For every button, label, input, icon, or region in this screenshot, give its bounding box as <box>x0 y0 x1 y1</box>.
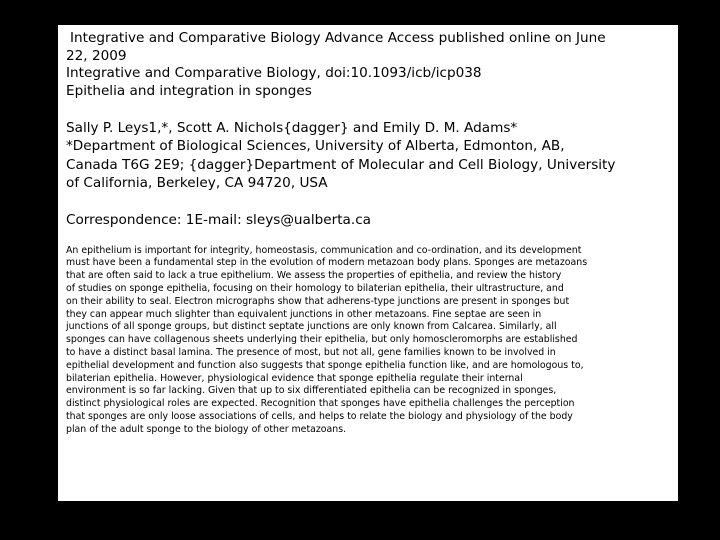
abstract-line: on their ability to seal. Electron micrographs show that adherens-type junctions are present in sponges but <box>66 295 570 307</box>
correspondence-email: Correspondence: 1E-mail: sleys@ualberta.ca <box>66 211 372 228</box>
abstract-line: distinct physiological roles are expected. Recognition that sponges have epithelia challenges the perception <box>66 398 575 410</box>
abstract-line: must have been a fundamental step in the evolution of modern metazoan body plans. Sponges are metazoans <box>66 257 588 269</box>
abstract-line: bilaterian epithelia. However, physiological evidence that sponge epithelia regulate their internal <box>66 372 523 384</box>
affiliation-line: Canada T6G 2E9; {dagger}Department of Molecular and Cell Biology, University <box>66 156 616 173</box>
article-header <box>66 30 678 100</box>
article-title: Epithelia and integration in sponges <box>66 82 312 99</box>
journal-doi: Integrative and Comparative Biology, doi:10.1093/icb/icp038 <box>66 65 482 81</box>
abstract-line: of studies on sponge epithelia, focusing on their homology to bilaterian epithelia, their ultrastructure, and <box>66 283 564 295</box>
abstract-line: An epithelium is important for integrity, homeostasis, communication and co-ordination, and its development <box>66 244 582 256</box>
abstract-line: they can appear much slighter than equivalent junctions in other metazoans. Fine septae are seen in <box>66 308 542 320</box>
abstract-line: sponges can have collagenous sheets underlying their epithelia, but only homoscleromorphs are established <box>66 334 578 346</box>
abstract-line: environment is so far lacking. Given that up to six differentiated epithelia can be recognized in sponges, <box>66 385 557 397</box>
affiliation-line: *Department of Biological Sciences, University of Alberta, Edmonton, AB, <box>66 138 565 155</box>
abstract-line: plan of the adult sponge to the biology of other metazoans. <box>66 423 347 435</box>
authors-affiliations <box>66 119 678 193</box>
publication-notice: Integrative and Comparative Biology Advance Access published online on June <box>70 30 606 46</box>
author-list: Sally P. Leys1,*, Scott A. Nichols{dagger} and Emily D. M. Adams* <box>66 120 518 136</box>
abstract-line: to have a distinct basal lamina. The presence of most, but not all, gene families known to be involved in <box>66 347 556 358</box>
document-panel <box>58 25 678 501</box>
abstract-line: that sponges are only loose associations of cells, and helps to relate the biology and physiology of the body <box>66 410 573 422</box>
affiliation-line: of California, Berkeley, CA 94720, USA <box>66 175 328 192</box>
publication-date: 22, 2009 <box>66 47 127 64</box>
abstract-line: junctions of all sponge groups, but distinct septate junctions are only known from Calcarea. Similarly, all <box>66 321 557 333</box>
abstract-line: epithelial development and function also suggests that sponge epithelia function like, and are homologous to, <box>66 359 584 371</box>
abstract-line: that are often said to lack a true epithelium. We assess the properties of epithelia, and review the history <box>66 270 562 282</box>
abstract-paragraph <box>66 245 672 437</box>
